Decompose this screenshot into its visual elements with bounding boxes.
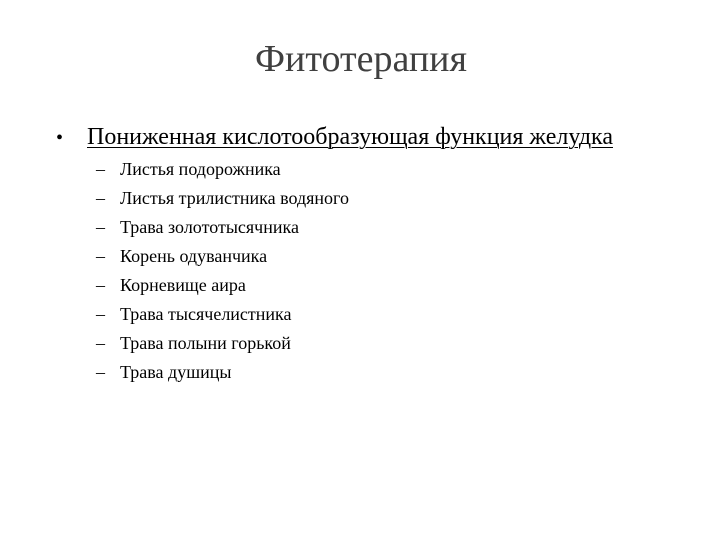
sub-bullet-item	[96, 271, 349, 300]
dash-marker: –	[96, 188, 105, 208]
sub-bullet-text: Корень одуванчика	[120, 246, 268, 266]
sub-bullet-item	[96, 155, 349, 184]
sub-bullet-text: Корневище аира	[120, 275, 246, 295]
dash-marker: –	[96, 304, 105, 324]
main-bullet-item	[56, 121, 613, 154]
dash-marker: –	[96, 362, 105, 382]
dash-marker: –	[96, 217, 105, 237]
bullet-marker: •	[56, 127, 64, 149]
sub-bullet-item	[96, 329, 349, 358]
dash-marker: –	[96, 333, 105, 353]
sub-bullet-text: Трава тысячелистника	[120, 304, 292, 324]
bullet-text: Пониженная кислотообразующая функция желудка	[87, 124, 613, 150]
sub-bullet-item	[96, 358, 349, 387]
sub-bullet-list	[96, 155, 349, 387]
sub-bullet-item	[96, 184, 349, 213]
sub-bullet-text: Листья трилистника водяного	[120, 188, 349, 208]
sub-bullet-item	[96, 300, 349, 329]
sub-bullet-item	[96, 242, 349, 271]
dash-marker: –	[96, 159, 105, 179]
sub-bullet-item	[96, 213, 349, 242]
dash-marker: –	[96, 246, 105, 266]
sub-bullet-text: Листья подорожника	[120, 159, 281, 179]
sub-bullet-text: Трава полыни горькой	[120, 333, 291, 353]
dash-marker: –	[96, 275, 105, 295]
slide-title: Фитотерапия	[255, 38, 467, 80]
sub-bullet-text: Трава душицы	[120, 362, 232, 382]
sub-bullet-text: Трава золототысячника	[120, 217, 299, 237]
